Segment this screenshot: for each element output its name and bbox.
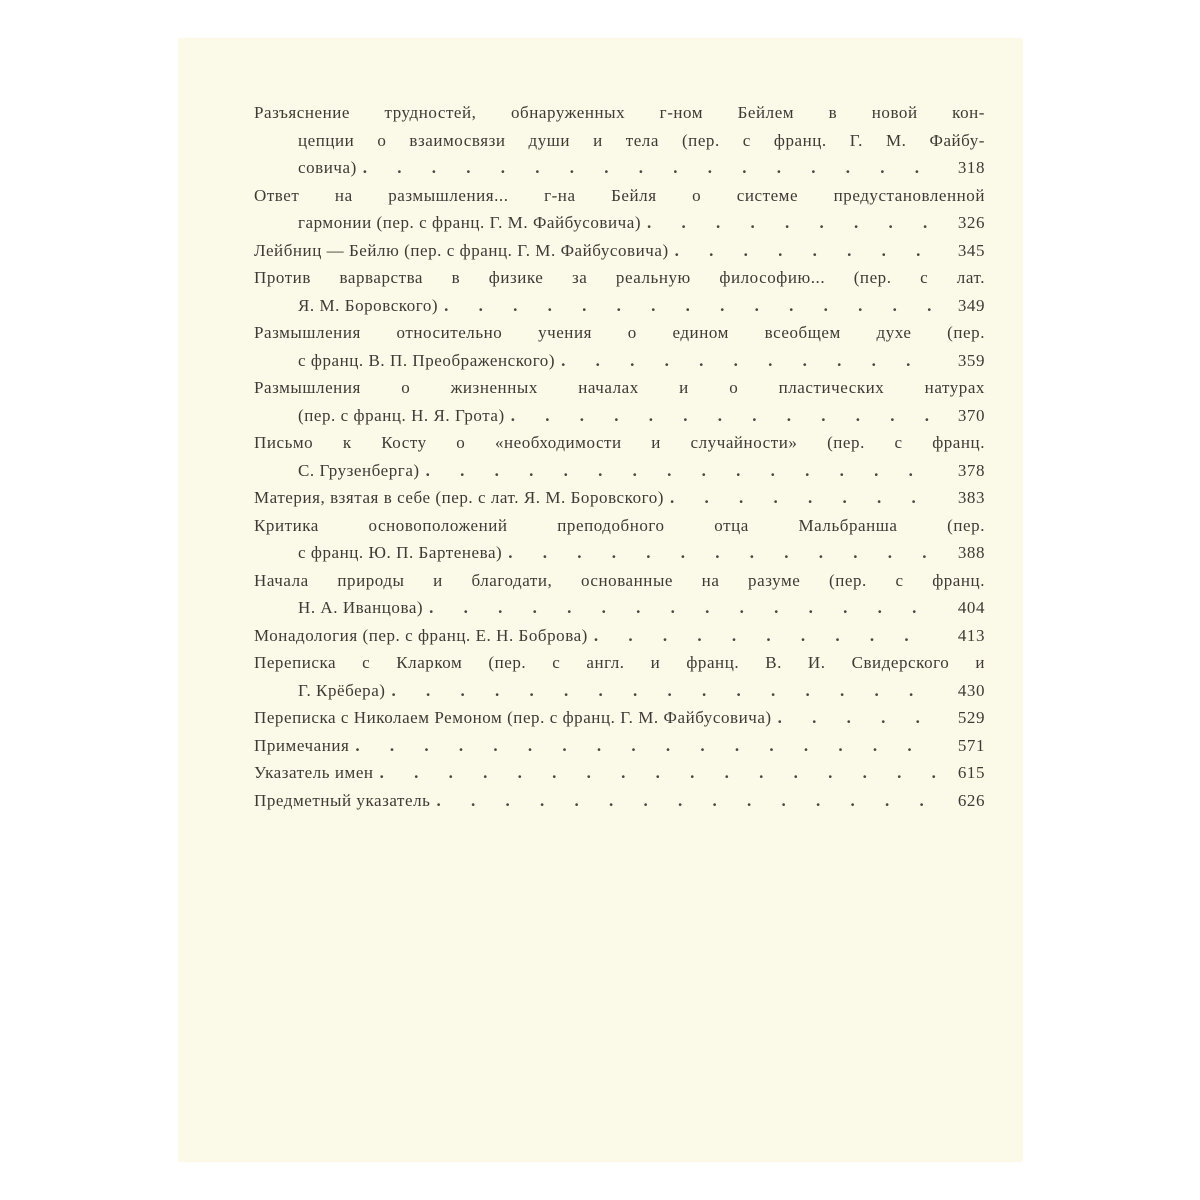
toc-entry-first-line	[254, 99, 985, 127]
toc-page-number: 430	[957, 680, 985, 700]
toc-entry-first-line	[254, 704, 985, 732]
toc-entry	[254, 704, 985, 732]
toc-page-number: 349	[957, 295, 985, 315]
toc-entry-title-text: Начала природы и благодати, основанные на разуме (пер. с франц.	[254, 570, 985, 590]
dot-leader	[444, 292, 937, 320]
toc-page-number: 318	[957, 158, 985, 177]
toc-entry	[254, 264, 985, 319]
dot-leader	[675, 237, 937, 265]
toc-page-number: 626	[957, 790, 985, 810]
toc-entry-title-text: (пер. с франц. Н. Я. Грота)	[298, 405, 505, 425]
toc-entry-first-line	[254, 649, 985, 677]
toc-entry-continuation-line	[254, 457, 985, 485]
toc-entry-title-text: Разъяснение трудностей, обнаруженных г-ном Бейлем в новой кон-	[254, 103, 985, 122]
toc-entry-first-line	[254, 512, 985, 540]
dot-leader	[392, 677, 937, 705]
toc-entry-continuation-line	[254, 209, 985, 237]
toc-entry-first-line	[254, 484, 985, 512]
dot-leader	[436, 787, 937, 815]
toc-entry-first-line	[254, 319, 985, 347]
toc-entry	[254, 512, 985, 567]
toc-entry-first-line	[254, 732, 985, 760]
toc-entry-first-line	[254, 622, 985, 650]
dot-leader	[429, 594, 937, 622]
toc-entry-title-text: Я. М. Боровского)	[298, 295, 439, 315]
toc-entry	[254, 99, 985, 182]
toc-page-number: 345	[957, 240, 985, 260]
toc-entry-title-text: Монадология (пер. с франц. Е. Н. Боброва)	[254, 625, 588, 645]
toc-entry-title-text: Размышления о жизненных началах и о пластических натурах	[254, 378, 985, 397]
toc-entry-first-line	[254, 374, 985, 402]
toc-entry-title-text: Предметный указатель	[254, 790, 431, 810]
toc-entry-title-text: Н. А. Иванцова)	[298, 598, 424, 617]
toc-entry	[254, 622, 985, 650]
toc-entry-title-text: Примечания	[254, 735, 350, 755]
toc-entry	[254, 787, 985, 815]
toc-entry-title-text: С. Грузенберга)	[298, 460, 420, 480]
toc-page-number: 383	[957, 488, 985, 507]
toc-entry-continuation-line	[254, 127, 985, 155]
toc-entry-continuation-line	[254, 154, 985, 182]
toc-entry-title-text: Указатель имен	[254, 763, 374, 782]
toc-entry-title-text: Переписка с Николаем Ремоном (пер. с франц. Г. М. Файбусовича)	[254, 708, 772, 727]
toc-entry-title-text: Материя, взятая в себе (пер. с лат. Я. М. Боровского)	[254, 488, 665, 507]
toc-entry-title-text: Критика основоположений преподобного отца Мальбранша (пер.	[254, 515, 985, 535]
toc-entry-title-text: Переписка с Кларком (пер. с англ. и франц. В. И. Свидерского и	[254, 653, 985, 672]
toc-entry-title-text: с франц. Ю. П. Бартенева)	[298, 543, 503, 562]
toc-entry-first-line	[254, 787, 985, 815]
toc-entry-title-text: Ответ на размышления... г-на Бейля о системе предустановленной	[254, 185, 985, 205]
dot-leader	[594, 622, 937, 650]
dot-leader	[647, 209, 937, 237]
dot-leader	[508, 539, 937, 567]
toc-page-number: 378	[957, 460, 985, 480]
dot-leader	[426, 457, 937, 485]
toc-entry-title-text: с франц. В. П. Преображенского)	[298, 350, 556, 370]
toc-page-number: 529	[957, 708, 985, 727]
toc-entry-continuation-line	[254, 347, 985, 375]
dot-leader	[511, 402, 937, 430]
toc-entry-first-line	[254, 759, 985, 787]
toc-entry-continuation-line	[254, 539, 985, 567]
toc-page-number: 388	[957, 543, 985, 562]
toc-entry-title-text: Лейбниц — Бейлю (пер. с франц. Г. М. Файбусовича)	[254, 240, 669, 260]
toc-page-number: 615	[957, 763, 985, 782]
toc-entry-continuation-line	[254, 677, 985, 705]
table-of-contents	[254, 99, 985, 814]
toc-entry-title-text: совича)	[298, 158, 357, 177]
toc-entry	[254, 484, 985, 512]
toc-page-number: 404	[957, 598, 985, 617]
toc-entry-title-text: Г. Крёбера)	[298, 680, 386, 700]
dot-leader	[363, 154, 937, 182]
dot-leader	[355, 732, 937, 760]
toc-entry-continuation-line	[254, 594, 985, 622]
toc-entry	[254, 732, 985, 760]
toc-entry	[254, 374, 985, 429]
toc-page-number: 326	[957, 213, 985, 232]
toc-entry	[254, 759, 985, 787]
dot-leader	[561, 347, 937, 375]
dot-leader	[670, 484, 937, 512]
toc-entry-title-text: Размышления относительно учения о едином всеобщем духе (пер.	[254, 323, 985, 342]
toc-entry	[254, 649, 985, 704]
toc-entry-continuation-line	[254, 292, 985, 320]
toc-entry-title-text: цепции о взаимосвязи души и тела (пер. с франц. Г. М. Файбу-	[298, 130, 985, 150]
toc-entry	[254, 237, 985, 265]
toc-entry-first-line	[254, 429, 985, 457]
dot-leader	[380, 759, 937, 787]
toc-entry-first-line	[254, 237, 985, 265]
toc-entry-title-text: Против варварства в физике за реальную философию... (пер. с лат.	[254, 268, 985, 287]
toc-entry	[254, 429, 985, 484]
toc-page-number: 370	[957, 405, 985, 425]
toc-entry-first-line	[254, 264, 985, 292]
toc-entry	[254, 182, 985, 237]
toc-entry	[254, 567, 985, 622]
toc-entry-title-text: гармонии (пер. с франц. Г. М. Файбусовича)	[298, 213, 642, 232]
dot-leader	[778, 704, 937, 732]
toc-page-number: 359	[957, 350, 985, 370]
toc-page-number: 413	[957, 625, 985, 645]
toc-entry-first-line	[254, 567, 985, 595]
toc-entry-continuation-line	[254, 402, 985, 430]
toc-entry	[254, 319, 985, 374]
toc-entry-title-text: Письмо к Косту о «необходимости и случайности» (пер. с франц.	[254, 433, 985, 452]
toc-entry-first-line	[254, 182, 985, 210]
toc-page-number: 571	[957, 735, 985, 755]
